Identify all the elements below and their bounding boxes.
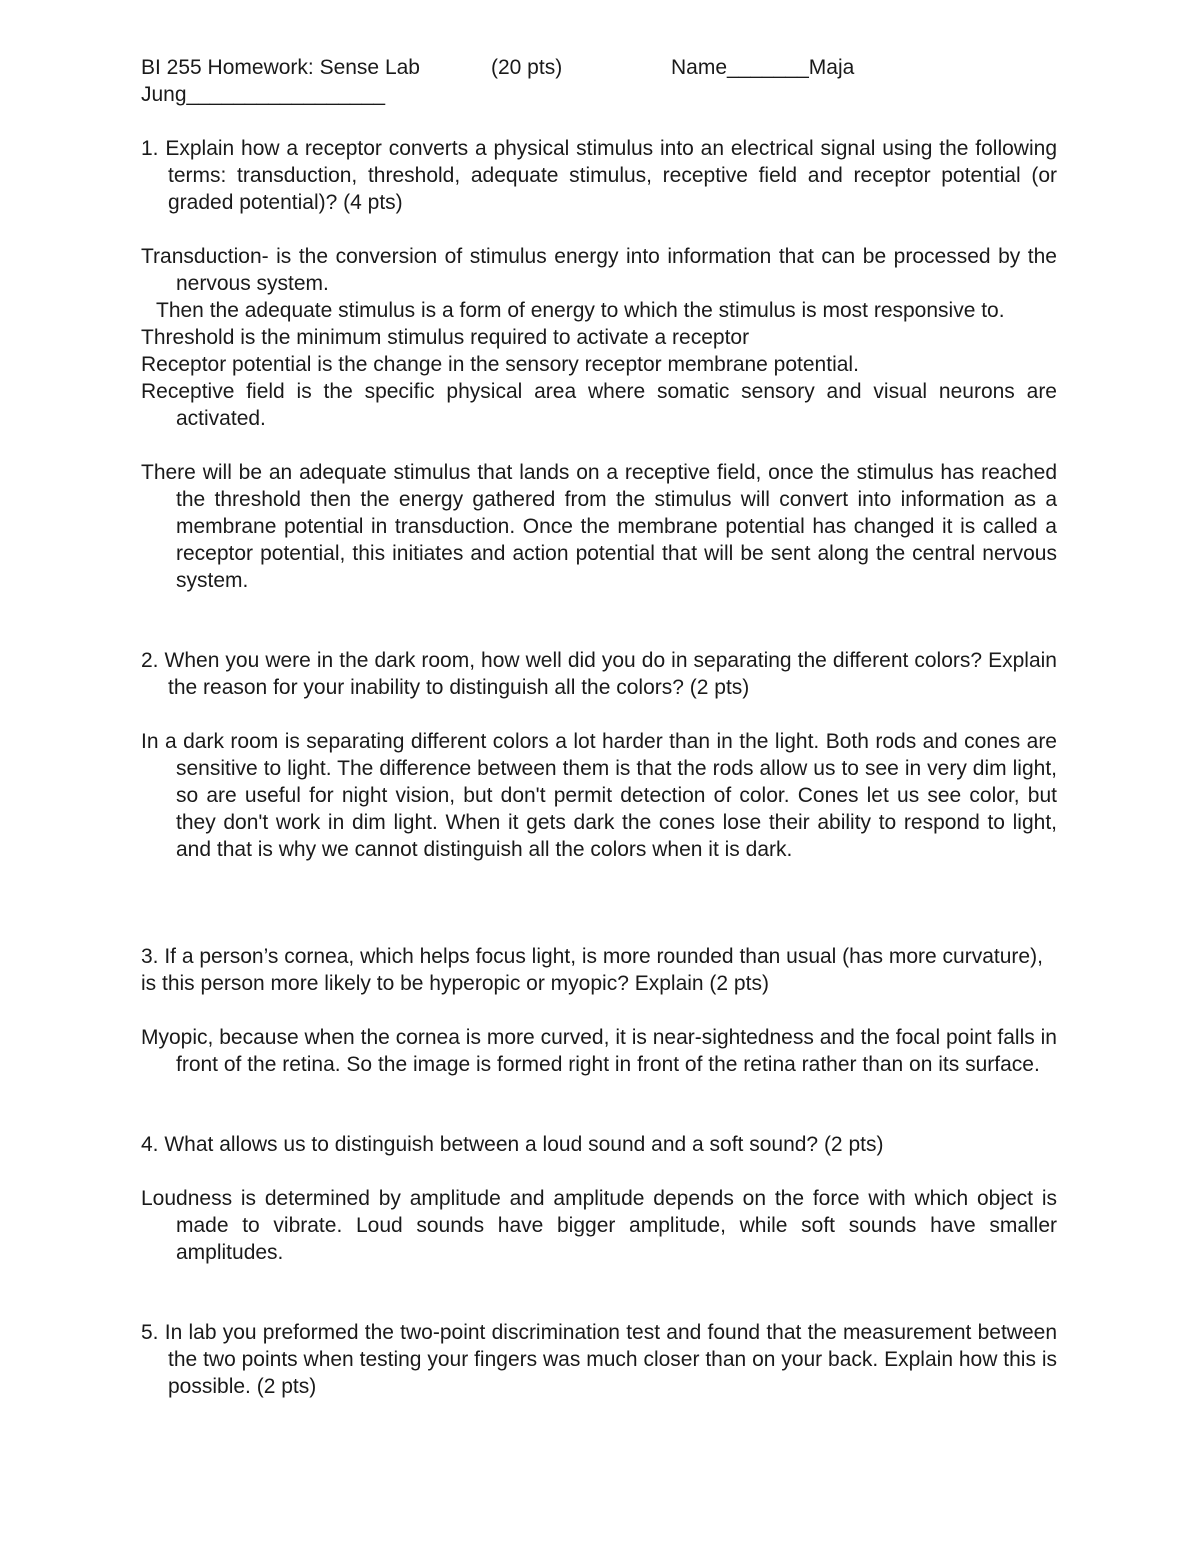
- question-2: 2. When you were in the dark room, how well did you do in separating the different colors? Explain the reason for your inability to distinguish all the colors? (2 pts): [141, 649, 1057, 699]
- total-points: (20 pts): [491, 56, 563, 79]
- name-field: Name_______Maja: [671, 56, 855, 79]
- question-5: 5. In lab you preformed the two-point discrimination test and found that the measurement between the two points when testing your fingers was much closer than on your back. Explain how this is possible. (2 pts): [141, 1321, 1057, 1398]
- document-page: [141, 54, 1057, 1400]
- question-4: 4. What allows us to distinguish between a loud sound and a soft sound? (2 pts): [141, 1133, 884, 1156]
- answer-2: In a dark room is separating different colors a lot harder than in the light. Both rods and cones are sensitive to light. The difference between them is that the rods allow us to see in very dim light, so are useful for night vision, but don't permit detection of color. Cones let us see color, but they don't work in dim light. When it gets dark the cones lose their ability to respond to light, and that is why we cannot distinguish all the colors when it is dark.: [141, 730, 1057, 861]
- question-1: 1. Explain how a receptor converts a physical stimulus into an electrical signal using the following terms: transduction, threshold, adequate stimulus, receptive field and receptor potential (or graded potential)? (4 pts): [141, 137, 1057, 214]
- answer-3: Myopic, because when the cornea is more curved, it is near-sightedness and the focal point falls in front of the retina. So the image is formed right in front of the retina rather than on its surface.: [141, 1026, 1057, 1076]
- answer-1-summary: There will be an adequate stimulus that lands on a receptive field, once the stimulus has reached the threshold then the energy gathered from the stimulus will convert into information as a membrane potential in transduction. Once the membrane potential has changed it is called a receptor potential, this initiates and action potential that will be sent along the central nervous system.: [141, 461, 1057, 592]
- answer-1-transduction: Transduction- is the conversion of stimulus energy into information that can be processed by the nervous system.: [141, 245, 1057, 295]
- question-3: 3. If a person’s cornea, which helps focus light, is more rounded than usual (has more curvature), is this person more likely to be hyperopic or myopic? Explain (2 pts): [141, 945, 1043, 995]
- answer-4: Loudness is determined by amplitude and amplitude depends on the force with which object is made to vibrate. Loud sounds have bigger amplitude, while soft sounds have smaller amplitudes.: [141, 1187, 1057, 1264]
- answer-1-receptor-potential: Receptor potential is the change in the sensory receptor membrane potential.: [141, 353, 859, 376]
- answer-1-threshold: Threshold is the minimum stimulus required to activate a receptor: [141, 326, 750, 349]
- header: [141, 54, 1057, 81]
- answer-1-adequate-stimulus: Then the adequate stimulus is a form of energy to which the stimulus is most responsive to.: [156, 299, 1005, 322]
- name-continuation: Jung_________________: [141, 83, 386, 106]
- answer-1-receptive-field: Receptive field is the specific physical area where somatic sensory and visual neurons are activated.: [141, 380, 1057, 430]
- homework-title: BI 255 Homework: Sense Lab: [141, 56, 420, 79]
